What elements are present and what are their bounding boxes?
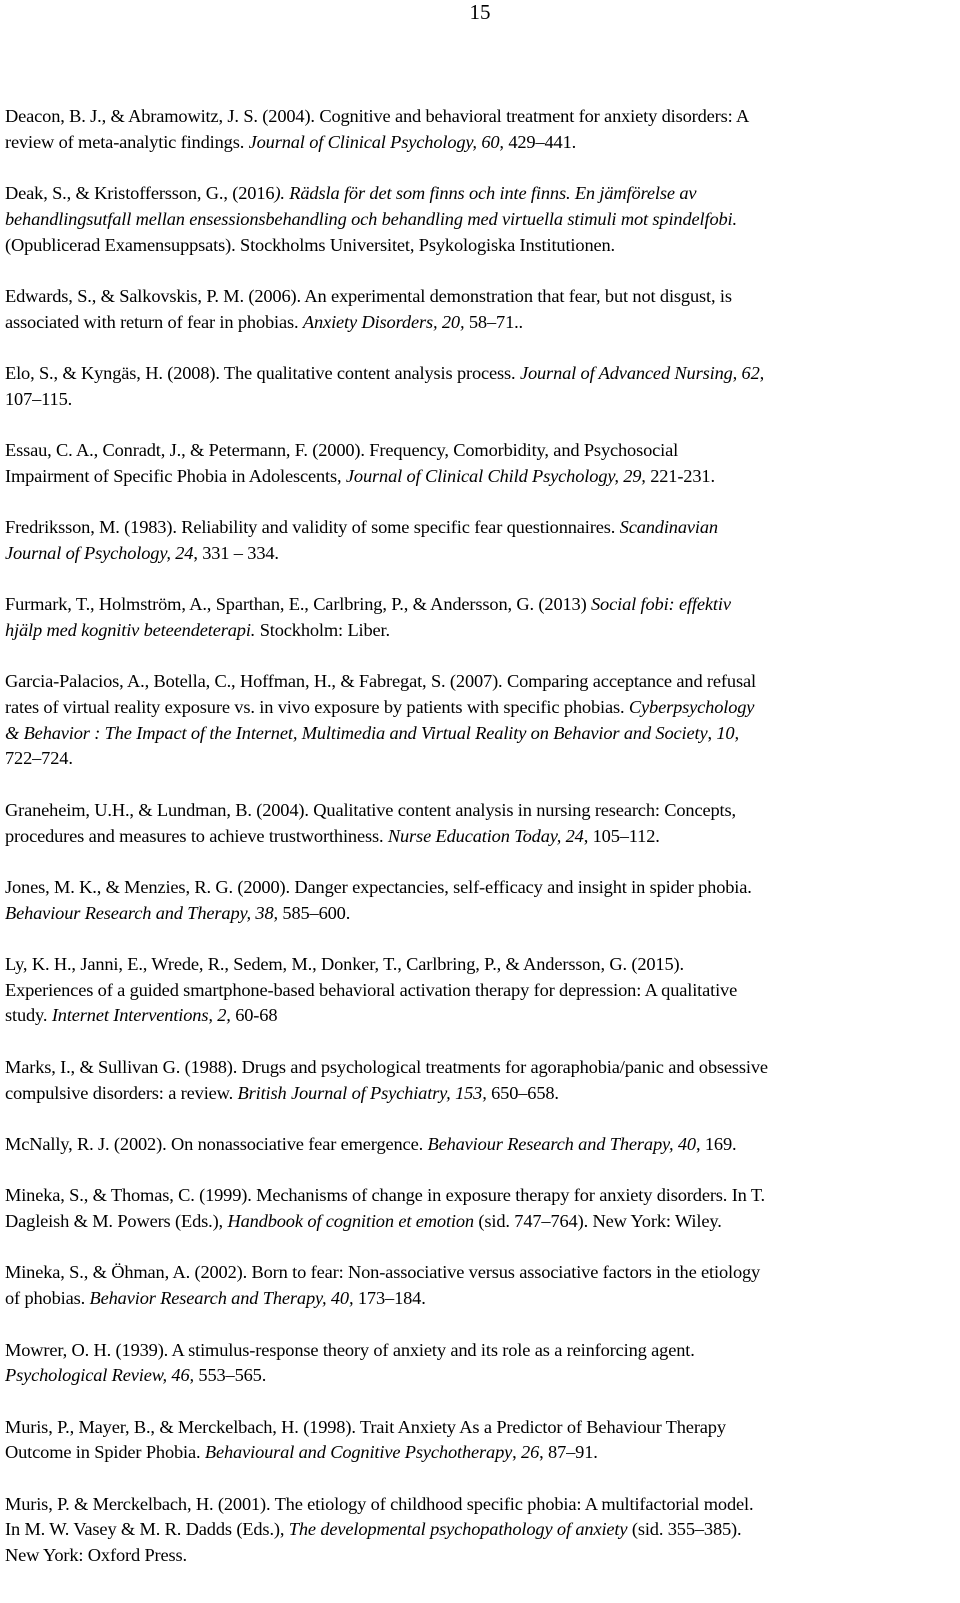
reference-line — [5, 824, 955, 850]
italic-text: 26 — [521, 1442, 540, 1463]
reference-text: Fredriksson, M. (1983). Reliability and validity of some specific fear questionnaires. — [5, 517, 620, 538]
italic-text: Behaviour Research and Therapy, 40 — [427, 1133, 696, 1154]
italic-text: Cyberpsychology — [628, 697, 755, 718]
reference-text: Graneheim, U.H., & Lundman, B. (2004). Qualitative content analysis in nursing research: Concepts, — [5, 799, 736, 820]
reference-line — [5, 875, 955, 901]
reference-line — [5, 1003, 955, 1029]
reference-text: rates of virtual reality exposure vs. in vivo exposure by patients with specific phobias. — [5, 697, 629, 718]
reference-line — [5, 618, 955, 644]
italic-text: Nurse Education Today, 24 — [387, 825, 584, 846]
reference-line — [5, 1286, 955, 1312]
reference-text: Ly, K. H., Janni, E., Wrede, R., Sedem, M., Donker, T., Carlbring, P., & Andersson, G. (2015). — [5, 954, 684, 975]
reference-text: Impairment of Specific Phobia in Adolescents, — [5, 465, 346, 486]
italic-text: Behaviour Research and Therapy, 38, — [5, 902, 278, 923]
reference-text: Experiences of a guided smartphone-based behavioral activation therapy for depression: A qualitative — [5, 979, 738, 1000]
italic-text: Social fobi: effektiv — [591, 594, 731, 615]
reference-text: Muris, P. & Merckelbach, H. (2001). The etiology of childhood specific phobia: A multifactorial model. — [5, 1493, 754, 1514]
italic-text: 10, — [716, 722, 739, 743]
reference-text: 58–71.. — [464, 311, 524, 332]
reference-text: Outcome in Spider Phobia. — [5, 1442, 205, 1463]
reference-entry — [5, 1492, 955, 1569]
italic-text: Anxiety Disorders, 20, — [302, 311, 465, 332]
reference-text: , 331 – 334. — [193, 542, 279, 563]
reference-line — [5, 207, 955, 233]
reference-line — [5, 1543, 955, 1569]
reference-entry — [5, 104, 955, 155]
reference-entry — [5, 1132, 955, 1158]
reference-line — [5, 746, 955, 772]
reference-line — [5, 1363, 955, 1389]
reference-line — [5, 1440, 955, 1466]
reference-line — [5, 1415, 955, 1441]
italic-text: Behavioural and Cognitive Psychotherapy — [204, 1442, 513, 1463]
reference-text: (sid. 355–385). — [627, 1519, 742, 1540]
reference-text: Furmark, T., Holmström, A., Sparthan, E., Carlbring, P., & Andersson, G. (2013) — [5, 594, 591, 615]
reference-text: 221-231. — [645, 465, 715, 486]
reference-line — [5, 669, 955, 695]
reference-line — [5, 952, 955, 978]
reference-line — [5, 1081, 955, 1107]
italic-text: The developmental psychopathology of anxiety — [288, 1519, 628, 1540]
reference-line — [5, 130, 955, 156]
reference-text: , — [512, 1442, 522, 1463]
reference-entry — [5, 361, 955, 412]
reference-line — [5, 1260, 955, 1286]
reference-entry — [5, 798, 955, 849]
reference-entry — [5, 181, 955, 258]
reference-line — [5, 798, 955, 824]
italic-text: Scandinavian — [619, 517, 718, 538]
reference-text: 553–565. — [193, 1365, 267, 1386]
reference-text: , 87–91. — [539, 1442, 598, 1463]
reference-text: review of meta-analytic findings. — [5, 131, 249, 152]
reference-entry — [5, 669, 955, 772]
reference-text: New York: Oxford Press. — [5, 1545, 187, 1566]
reference-line — [5, 695, 955, 721]
italic-text: Internet Interventions, 2, — [51, 1005, 231, 1026]
italic-text: & Behavior : The Impact of the Internet, Multimedia and Virtual Reality on Behavior and Society — [5, 722, 708, 743]
reference-text: 585–600. — [277, 902, 351, 923]
reference-line — [5, 438, 955, 464]
reference-line — [5, 1492, 955, 1518]
reference-line — [5, 181, 955, 207]
reference-entry — [5, 284, 955, 335]
reference-entry — [5, 515, 955, 566]
reference-line — [5, 310, 955, 336]
reference-text: Garcia-Palacios, A., Botella, C., Hoffman, H., & Fabregat, S. (2007). Comparing acceptance and refusal — [5, 671, 756, 692]
reference-line — [5, 104, 955, 130]
reference-text: procedures and measures to achieve trustworthiness. — [5, 825, 388, 846]
reference-line — [5, 1183, 955, 1209]
reference-line — [5, 284, 955, 310]
reference-text: 429–441. — [503, 131, 577, 152]
italic-text: Handbook of cognition et emotion — [227, 1211, 474, 1232]
reference-text: Essau, C. A., Conradt, J., & Petermann, F. (2000). Frequency, Comorbidity, and Psychosocial — [5, 440, 679, 461]
italic-text: Psychological Review, 46, — [5, 1365, 194, 1386]
italic-text: Journal of Psychology, 24 — [5, 542, 194, 563]
reference-text: (Opublicerad Examensuppsats). Stockholms Universitet, Psykologiska Institutionen. — [5, 234, 615, 255]
italic-text: hjälp med kognitiv beteendeterapi. — [5, 619, 256, 640]
italic-text: Journal of Clinical Psychology, 60, — [248, 131, 504, 152]
reference-text: In M. W. Vasey & M. R. Dadds (Eds.), — [5, 1519, 289, 1540]
reference-text: Deak, S., & Kristoffersson, G., (2016 — [5, 183, 275, 204]
italic-text: Journal of Advanced Nursing, 62, — [519, 362, 765, 383]
reference-text: of phobias. — [5, 1288, 90, 1309]
reference-line — [5, 901, 955, 927]
italic-text: Journal of Clinical Child Psychology, 29, — [345, 465, 646, 486]
reference-line — [5, 721, 955, 747]
reference-text: Jones, M. K., & Menzies, R. G. (2000). Danger expectancies, self-efficacy and insight in spider phobia. — [5, 876, 752, 897]
page-number: 15 — [469, 0, 491, 24]
reference-text: Mineka, S., & Öhman, A. (2002). Born to fear: Non-associative versus associative factors in the etiology — [5, 1262, 761, 1283]
reference-text: Mineka, S., & Thomas, C. (1999). Mechanisms of change in exposure therapy for anxiety disorders. In T. — [5, 1185, 766, 1206]
reference-line — [5, 1055, 955, 1081]
reference-line — [5, 592, 955, 618]
reference-line — [5, 361, 955, 387]
reference-line — [5, 515, 955, 541]
reference-text: Edwards, S., & Salkovskis, P. M. (2006). An experimental demonstration that fear, but not disgust, is — [5, 285, 732, 306]
reference-entry — [5, 1415, 955, 1466]
reference-line — [5, 387, 955, 413]
reference-line — [5, 1338, 955, 1364]
reference-entry — [5, 952, 955, 1029]
reference-line — [5, 541, 955, 567]
reference-text: 650–658. — [486, 1082, 559, 1103]
reference-text: Mowrer, O. H. (1939). A stimulus-response theory of anxiety and its role as a reinforcing agent. — [5, 1339, 695, 1360]
italic-text: Behavior Research and Therapy, 40, — [89, 1288, 354, 1309]
reference-entry — [5, 1338, 955, 1389]
reference-entry — [5, 875, 955, 926]
reference-text: McNally, R. J. (2002). On nonassociative fear emergence. — [5, 1133, 428, 1154]
reference-text: Muris, P., Mayer, B., & Merckelbach, H. (1998). Trait Anxiety As a Predictor of Behaviour Therapy — [5, 1416, 726, 1437]
reference-entry — [5, 1055, 955, 1106]
reference-text: Dagleish & M. Powers (Eds.), — [5, 1211, 228, 1232]
reference-text: 60-68 — [230, 1005, 278, 1026]
reference-text: , 105–112. — [583, 825, 660, 846]
reference-line — [5, 1132, 955, 1158]
reference-text: 722–724. — [5, 748, 73, 769]
reference-text: study. — [5, 1005, 52, 1026]
reference-text: 107–115. — [5, 388, 73, 409]
reference-line — [5, 1209, 955, 1235]
reference-entry — [5, 1183, 955, 1234]
reference-text: associated with return of fear in phobias. — [5, 311, 303, 332]
reference-text: compulsive disorders: a review. — [5, 1082, 238, 1103]
reference-text: Marks, I., & Sullivan G. (1988). Drugs and psychological treatments for agoraphobia/panic and obsessive — [5, 1056, 768, 1077]
reference-text: , — [707, 722, 717, 743]
reference-text: , 169. — [695, 1133, 737, 1154]
reference-line — [5, 233, 955, 259]
italic-text: ). Rädsla för det som finns och inte finns. En jämförelse av — [274, 183, 697, 204]
reference-list — [5, 104, 955, 1595]
reference-text: Deacon, B. J., & Abramowitz, J. S. (2004). Cognitive and behavioral treatment for anxiety disorders: A — [5, 106, 750, 126]
reference-entry — [5, 438, 955, 489]
reference-text: (sid. 747–764). New York: Wiley. — [473, 1211, 722, 1232]
reference-line — [5, 464, 955, 490]
reference-entry — [5, 1260, 955, 1311]
reference-text: Elo, S., & Kyngäs, H. (2008). The qualitative content analysis process. — [5, 362, 520, 383]
reference-text: 173–184. — [353, 1288, 426, 1309]
italic-text: British Journal of Psychiatry, 153, — [237, 1082, 487, 1103]
reference-line — [5, 978, 955, 1004]
reference-line — [5, 1517, 955, 1543]
italic-text: behandlingsutfall mellan ensessionsbehandling och behandling med virtuella stimuli mot spindelfobi. — [5, 208, 737, 229]
reference-entry — [5, 592, 955, 643]
reference-text: Stockholm: Liber. — [255, 619, 390, 640]
